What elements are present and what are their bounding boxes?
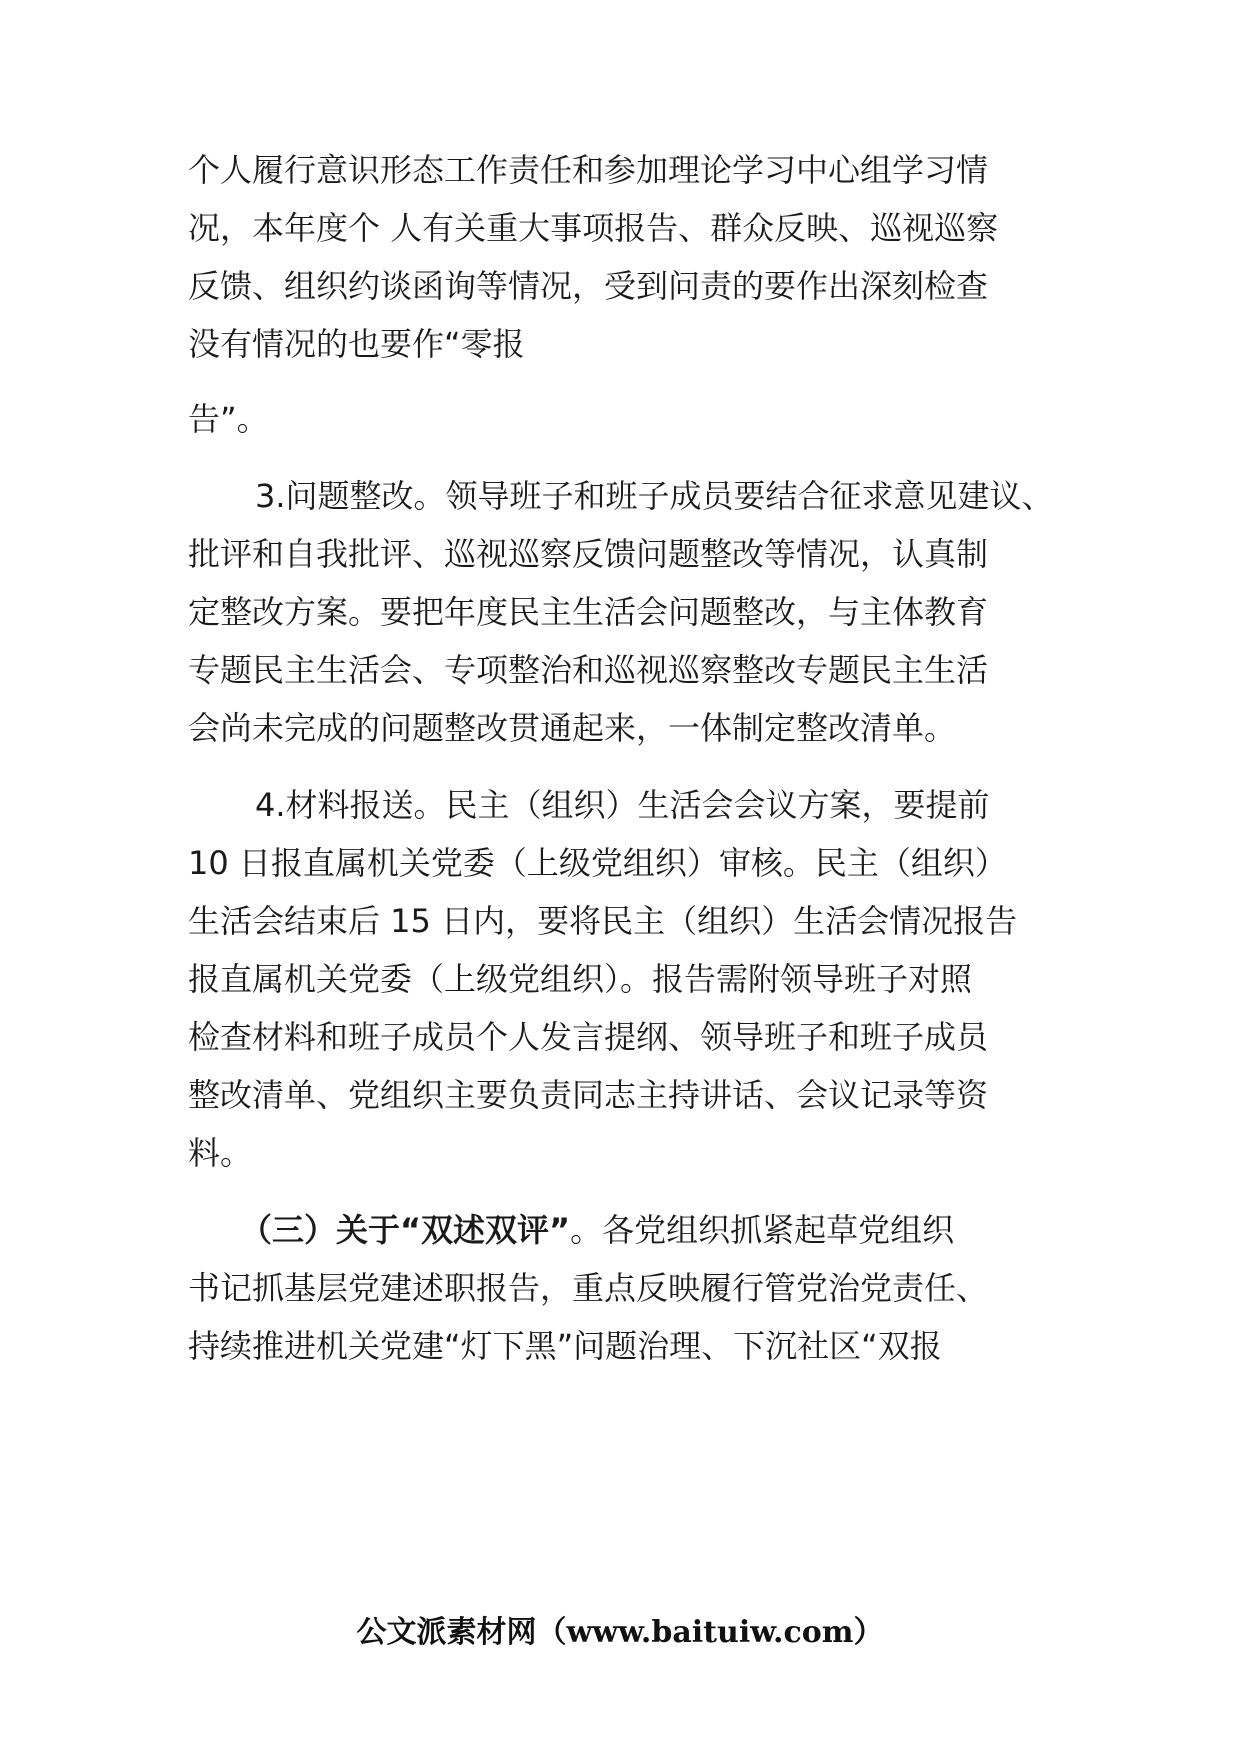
text-line: 批评和自我批评、巡视巡察反馈问题整改等情况，认真制 — [188, 535, 989, 573]
paragraph-3-start: 3.问题整改。领导班子和班子成员要结合征求意见建议、 — [255, 477, 1054, 515]
text-line: 反馈、组织约谈函询等情况，受到问责的要作出深刻检查 — [188, 267, 989, 305]
text-line: 专题民主生活会、专项整治和巡视巡察整改专题民主生活 — [188, 651, 989, 689]
text-line: 个人履行意识形态工作责任和参加理论学习中心组学习情 — [188, 151, 989, 189]
text-line: 书记抓基层党建述职报告，重点反映履行管党治党责任、 — [188, 1269, 989, 1307]
text-line: 报直属机关党委（上级党组织）。报告需附领导班子对照 — [188, 960, 973, 998]
text-line: 检查材料和班子成员个人发言提纲、领导班子和班子成员 — [188, 1018, 989, 1056]
text-line: 整改清单、党组织主要负责同志主持讲话、会议记录等资 — [188, 1076, 989, 1114]
text-line: 料。 — [188, 1134, 253, 1172]
section-heading: （三）关于“双述双评” — [240, 1211, 571, 1249]
text-line: 持续推进机关党建“灯下黑”问题治理、下沉社区“双报 — [188, 1327, 942, 1365]
text-line: 10 日报直属机关党委（上级党组织）审核。民主（组织） — [188, 844, 1007, 882]
paragraph-4-start: 4.材料报送。民主（组织）生活会会议方案，要提前 — [255, 786, 990, 824]
text-line: 告”。 — [188, 400, 269, 438]
text-line: 没有情况的也要作“零报 — [188, 325, 525, 363]
text-line: 会尚未完成的问题整改贯通起来，一体制定整改清单。 — [188, 709, 957, 747]
footer-watermark: 公文派素材网（www.baituiw.com） — [356, 1615, 884, 1650]
section-heading-continuation: 。各党组织抓紧起草党组织 — [570, 1211, 955, 1249]
text-line: 况，本年度个 人有关重大事项报告、群众反映、巡视巡察 — [188, 209, 999, 247]
text-line: 定整改方案。要把年度民主生活会问题整改，与主体教育 — [188, 593, 989, 631]
text-line: 生活会结束后 15 日内，要将民主（组织）生活会情况报告 — [188, 902, 1018, 940]
section-heading-line — [240, 1210, 954, 1250]
